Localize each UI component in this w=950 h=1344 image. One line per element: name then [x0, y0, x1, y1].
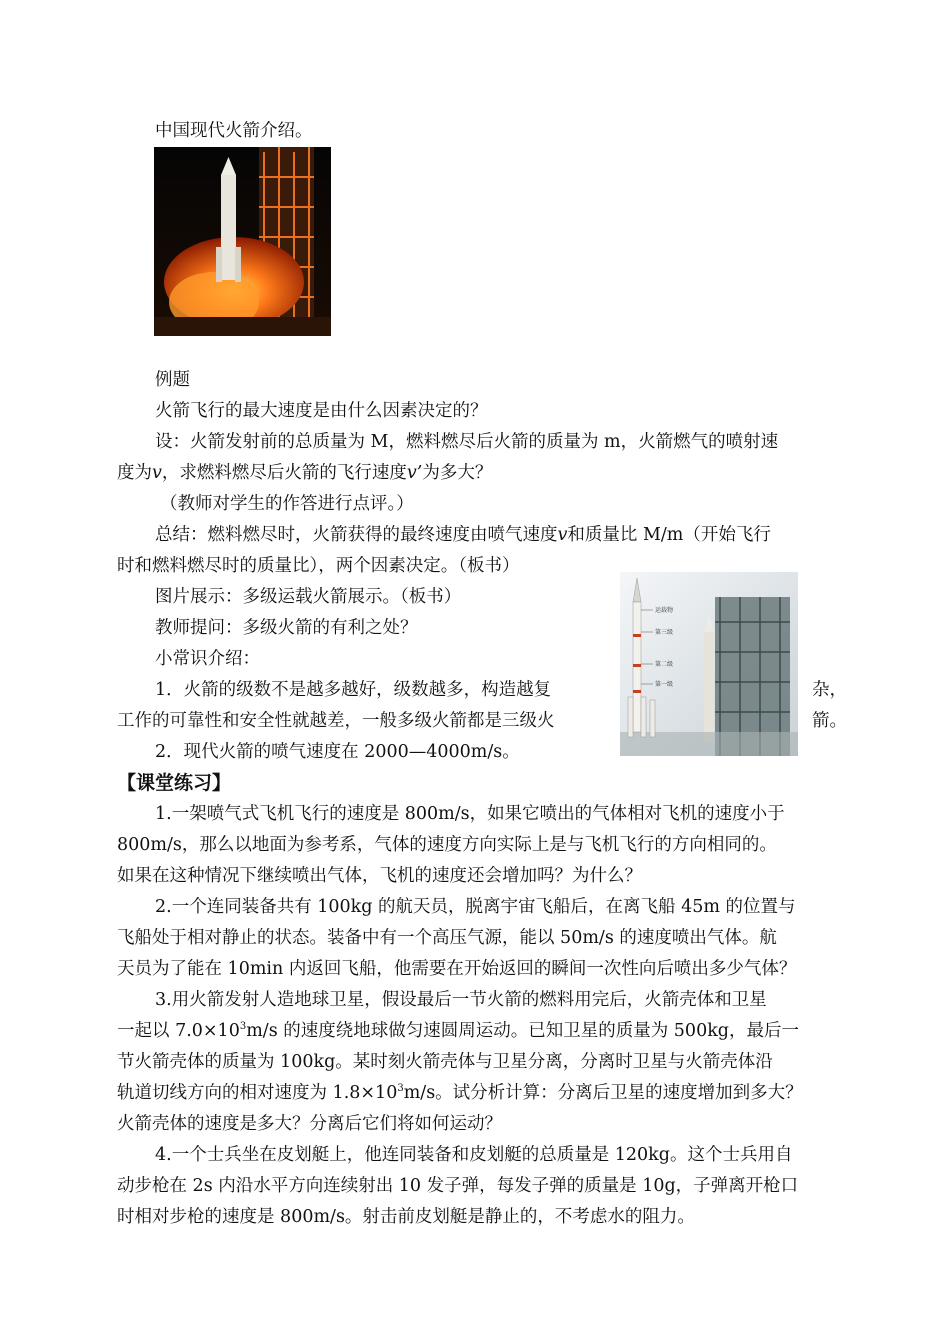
multistage-rocket-diagram [620, 572, 798, 756]
teacher-comment: （教师对学生的作答进行点评。） [160, 494, 414, 514]
exercise-q3-line3: 节火箭壳体的质量为 100kg。某时刻火箭壳体与卫星分离，分离时卫星与火箭壳体沿 [117, 1052, 773, 1072]
q3-text-b: m/s 的速度绕地球做匀速圆周运动。已知卫星的质量为 500kg，最后一 [246, 1021, 800, 1041]
teacher-question: 教师提问：多级火箭的有利之处？ [155, 618, 418, 638]
exercise-q3-line2 [117, 1016, 799, 1047]
setup-text-b: ，求燃料燃尽后火箭的飞行速度 [161, 463, 407, 483]
exercise-q1-line1: 1.一架喷气式飞机飞行的速度是 800m/s，如果它喷出的气体相对飞机的速度小于 [155, 804, 785, 824]
tip1-line2-end: 箭。 [812, 711, 847, 731]
summary-line1 [155, 520, 771, 551]
tips-title: 小常识介绍： [155, 649, 260, 669]
label-stage1: 第一级 [655, 681, 674, 688]
q3-text-a: 一起以 7.0×10 [117, 1021, 240, 1041]
exercise-q3-line4 [117, 1078, 803, 1109]
exercise-q4-line3: 时相对步枪的速度是 800m/s。射击前皮划艇是静止的，不考虑水的阻力。 [117, 1207, 695, 1227]
exercise-q3-line5: 火箭壳体的速度是多大？分离后它们将如何运动？ [117, 1114, 502, 1134]
exercise-q1-line2: 800m/s，那么以地面为参考系，气体的速度方向实际上是与飞机飞行的方向相同的。 [117, 835, 777, 855]
exercise-q2-line3: 天员为了能在 10min 内返回飞船，他需要在开始返回的瞬间一次性向后喷出多少气体？ [117, 959, 797, 979]
setup-text-a: 度为 [117, 463, 152, 483]
velocity-prime-symbol: v’ [406, 463, 423, 483]
picture-show: 图片展示：多级运载火箭展示。（板书） [155, 587, 462, 607]
label-payload: 运载物 [655, 607, 674, 614]
example-question: 火箭飞行的最大速度是由什么因素决定的？ [155, 401, 488, 421]
velocity-symbol: v [152, 463, 162, 483]
rocket-launch-photo [154, 147, 331, 336]
label-stage3: 第三级 [655, 629, 674, 636]
exercise-q3-line1: 3.用火箭发射人造地球卫星，假设最后一节火箭的燃料用完后，火箭壳体和卫星 [155, 990, 767, 1010]
example-setup-line2 [117, 458, 492, 489]
exercise-q4-line1: 4.一个士兵坐在皮划艇上，他连同装备和皮划艇的总质量是 120kg。这个士兵用自 [155, 1145, 793, 1165]
intro-title: 中国现代火箭介绍。 [155, 121, 313, 141]
tip2: 2．现代火箭的喷气速度在 2000—4000m/s。 [155, 742, 520, 762]
summary-velocity-symbol: v [557, 525, 568, 545]
q3-line4-text-a: 轨道切线方向的相对速度为 1.8×10 [117, 1083, 398, 1103]
exercise-q4-line2: 动步枪在 2s 内沿水平方向连续射出 10 发子弹，每发子弹的质量是 10g，子弹离开枪口 [117, 1176, 799, 1196]
summary-text-b: 和质量比 M/m（开始飞行 [567, 525, 771, 545]
tip1-line2: 工作的可靠性和安全性就越差，一般多级火箭都是三级火 [117, 711, 555, 731]
exercise-q2-line2: 飞船处于相对静止的状态。装备中有一个高压气源，能以 50m/s 的速度喷出气体。航 [117, 928, 777, 948]
example-setup-text: 设：火箭发射前的总质量为 M，燃料燃尽后火箭的质量为 m，火箭燃气的喷射速 [155, 432, 779, 452]
setup-text-c: 为多大？ [422, 463, 493, 483]
exercise-heading: 【课堂练习】 [117, 772, 232, 794]
tip1-line1: 1．火箭的级数不是越多越好，级数越多，构造越复 [155, 680, 552, 700]
tip1-line1-end: 杂， [812, 680, 847, 700]
q3-line4-exponent: 3 [397, 1083, 404, 1095]
summary-line2: 时和燃料燃尽时的质量比），两个因素决定。（板书） [117, 556, 520, 576]
exercise-q1-line3: 如果在这种情况下继续喷出气体，飞机的速度还会增加吗？为什么？ [117, 866, 642, 886]
summary-text-a: 总结：燃料燃尽时，火箭获得的最终速度由喷气速度 [155, 525, 558, 545]
q3-exponent: 3 [239, 1021, 247, 1033]
example-setup-line1 [155, 427, 836, 458]
q3-line4-text-b: m/s。试分析计算：分离后卫星的速度增加到多大？ [403, 1083, 803, 1103]
example-label: 例题 [155, 370, 190, 390]
exercise-q2-line1: 2.一个连同装备共有 100kg 的航天员，脱离宇宙飞船后，在离飞船 45m 的位置与 [155, 897, 796, 917]
label-stage2: 第二级 [655, 661, 674, 668]
